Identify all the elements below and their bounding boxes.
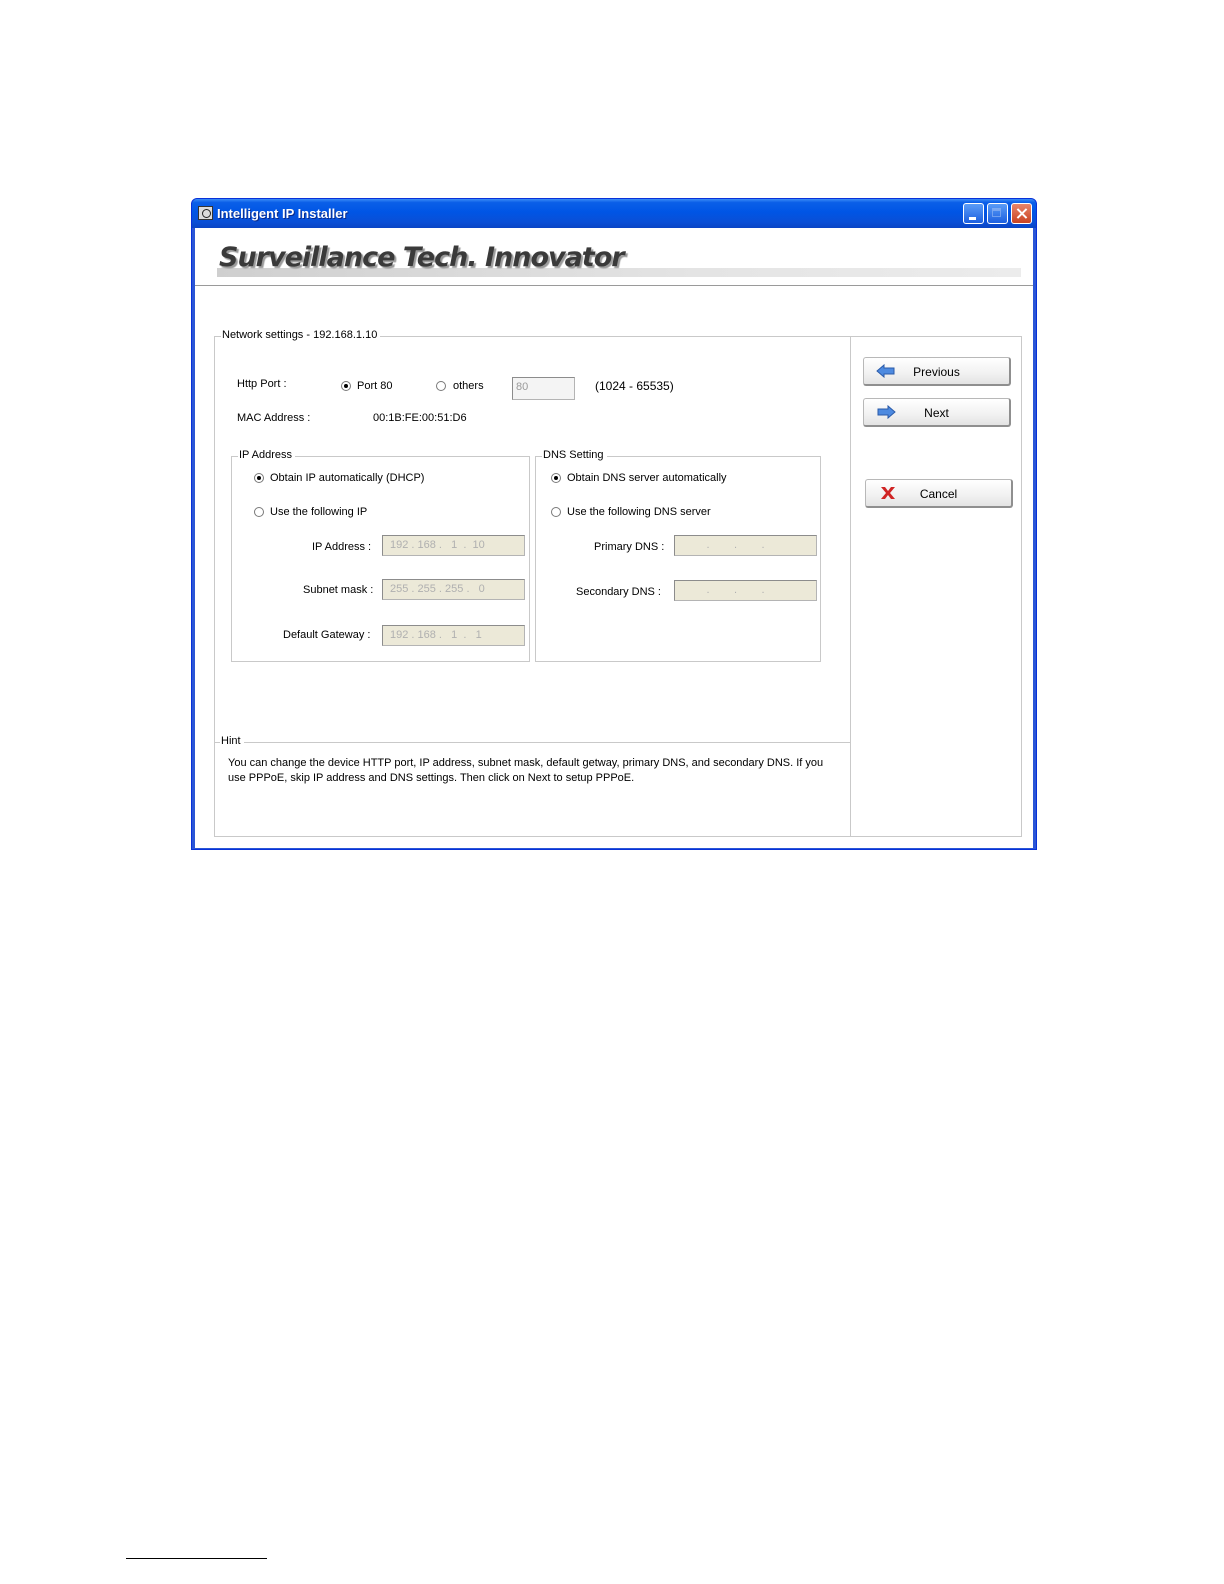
banner bbox=[195, 228, 1033, 286]
http-port-label: Http Port : bbox=[237, 378, 287, 390]
port80-label[interactable]: Port 80 bbox=[357, 380, 393, 392]
dns-setting-legend: DNS Setting bbox=[542, 449, 607, 461]
close-button[interactable] bbox=[1011, 203, 1032, 224]
hint-text: You can change the device HTTP port, IP address, subnet mask, default getway, primary DNS, and secondary DNS. If you use PPPoE, skip IP address and DNS settings. Then click on Next to setup PPPoE. bbox=[228, 757, 824, 784]
mac-address-value: 00:1B:FE:00:51:D6 bbox=[373, 412, 467, 424]
camera-icon bbox=[198, 206, 213, 220]
dns-auto-radio[interactable] bbox=[551, 473, 561, 483]
title-bar[interactable] bbox=[192, 199, 1036, 228]
subnet-mask-input[interactable]: 255 . 255 . 255 . 0 bbox=[382, 579, 525, 600]
ip-address-field-label: IP Address : bbox=[312, 541, 372, 553]
default-gateway-label: Default Gateway : bbox=[283, 629, 371, 641]
subnet-mask-label: Subnet mask : bbox=[303, 584, 374, 596]
minimize-button[interactable] bbox=[963, 203, 984, 224]
ip-auto-radio[interactable] bbox=[254, 473, 264, 483]
default-gateway-input[interactable]: 192 . 168 . 1 . 1 bbox=[382, 625, 525, 646]
secondary-dns-label: Secondary DNS : bbox=[576, 586, 661, 598]
dns-manual-label[interactable]: Use the following DNS server bbox=[567, 506, 711, 518]
port-input[interactable]: 80 bbox=[512, 377, 575, 400]
window-title: Intelligent IP Installer bbox=[217, 206, 348, 221]
ip-manual-radio[interactable] bbox=[254, 507, 264, 517]
previous-button[interactable] bbox=[863, 357, 1011, 386]
mac-address-label: MAC Address : bbox=[237, 412, 311, 424]
network-settings-legend: Network settings - 192.168.1.10 bbox=[221, 329, 380, 341]
installer-window bbox=[191, 198, 1037, 850]
footnote-rule bbox=[126, 1558, 267, 1559]
cancel-button[interactable] bbox=[865, 479, 1013, 508]
others-radio[interactable] bbox=[436, 381, 446, 391]
previous-label: Previous bbox=[913, 365, 960, 379]
side-divider bbox=[850, 336, 851, 837]
secondary-dns-input[interactable]: . . . bbox=[674, 580, 817, 601]
maximize-button[interactable] bbox=[987, 203, 1008, 224]
others-label[interactable]: others bbox=[453, 380, 484, 392]
dns-auto-label[interactable]: Obtain DNS server automatically bbox=[567, 472, 727, 484]
ip-address-input[interactable]: 192 . 168 . 1 . 10 bbox=[382, 535, 525, 556]
ip-auto-label[interactable]: Obtain IP automatically (DHCP) bbox=[270, 472, 425, 484]
cancel-label: Cancel bbox=[919, 487, 958, 501]
dns-setting-group bbox=[535, 449, 821, 662]
hint-frame bbox=[214, 735, 851, 747]
ip-address-legend: IP Address bbox=[238, 449, 295, 461]
ip-manual-label[interactable]: Use the following IP bbox=[270, 506, 368, 518]
window-client bbox=[195, 228, 1033, 848]
port80-radio[interactable] bbox=[341, 381, 351, 391]
dns-manual-radio[interactable] bbox=[551, 507, 561, 517]
port-range-label: (1024 - 65535) bbox=[595, 379, 674, 393]
primary-dns-input[interactable]: . . . bbox=[674, 535, 817, 556]
next-label: Next bbox=[924, 406, 949, 420]
primary-dns-label: Primary DNS : bbox=[594, 541, 665, 553]
next-button[interactable] bbox=[863, 398, 1011, 427]
hint-legend: Hint bbox=[220, 735, 244, 747]
banner-text: Surveillance Tech. Innovator bbox=[219, 242, 624, 273]
